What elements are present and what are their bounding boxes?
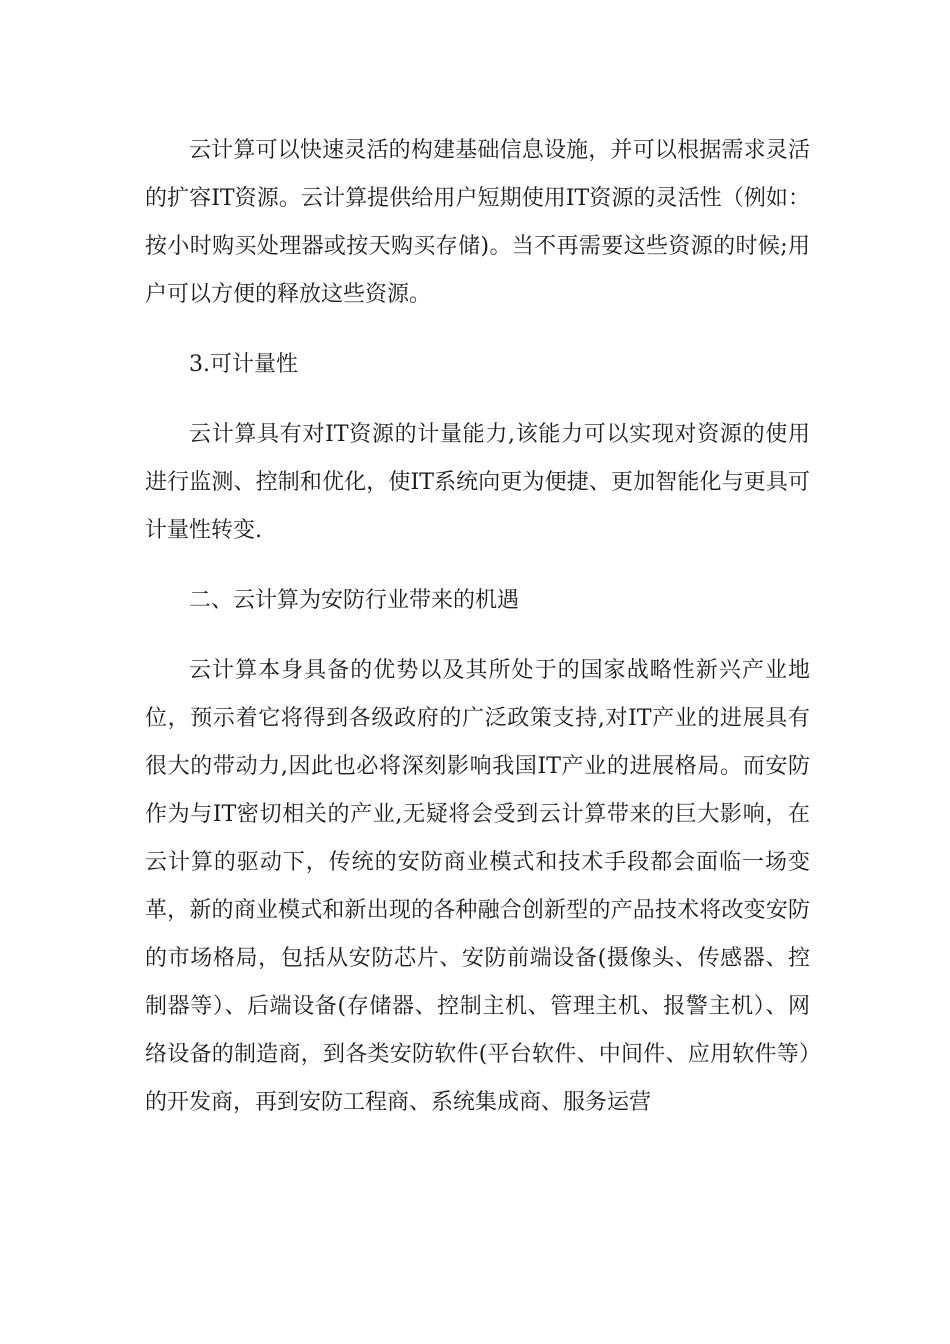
paragraph-measurability: 云计算具有对IT资源的计量能力,该能力可以实现对资源的使用进行监测、控制和优化，使IT系统向更为便捷、更加智能化与更具可计量性转变. bbox=[145, 422, 811, 543]
paragraph-spacer bbox=[145, 555, 810, 577]
paragraph-spacer bbox=[145, 625, 810, 647]
paragraph-spacer bbox=[145, 389, 810, 411]
document-body bbox=[145, 127, 810, 1127]
paragraph-spacer bbox=[145, 319, 810, 341]
section-heading-opportunities: 二、云计算为安防行业带来的机遇 bbox=[189, 588, 520, 613]
paragraph-opportunities: 云计算本身具备的优势以及其所处于的国家战略性新兴产业地位，预示着它将得到各级政府的广泛政策支持,对IT产业的进展具有很大的带动力,因此也必将深刻影响我国IT产业的进展格局。而安防作为与IT密切相关的产业,无疑将会受到云计算带来的巨大影响，在云计算的驱动下，传统的安防商业模式和技术手段都会面临一场变革，新的商业模式和新出现的各种融合创新型的产品技术将改变安防的市场格局，包括从安防芯片、安防前端设备(摄像头、传感器、控制器等）、后端设备(存储器、控制主机、管理主机、报警主机）、网络设备的制造商，到各类安防软件(平台软件、中间件、应用软件等）的开发商，再到安防工程商、系统集成商、服务运营 bbox=[145, 658, 810, 1115]
section-heading-measurability: 3.可计量性 bbox=[189, 352, 298, 377]
paragraph-elasticity: 云计算可以快速灵活的构建基础信息设施，并可以根据需求灵活的扩容IT资源。云计算提供给用户短期使用IT资源的灵活性（例如：按小时购买处理器或按天购买存储)。当不再需要这些资源的时候;用户可以方便的释放这些资源。 bbox=[145, 138, 810, 307]
